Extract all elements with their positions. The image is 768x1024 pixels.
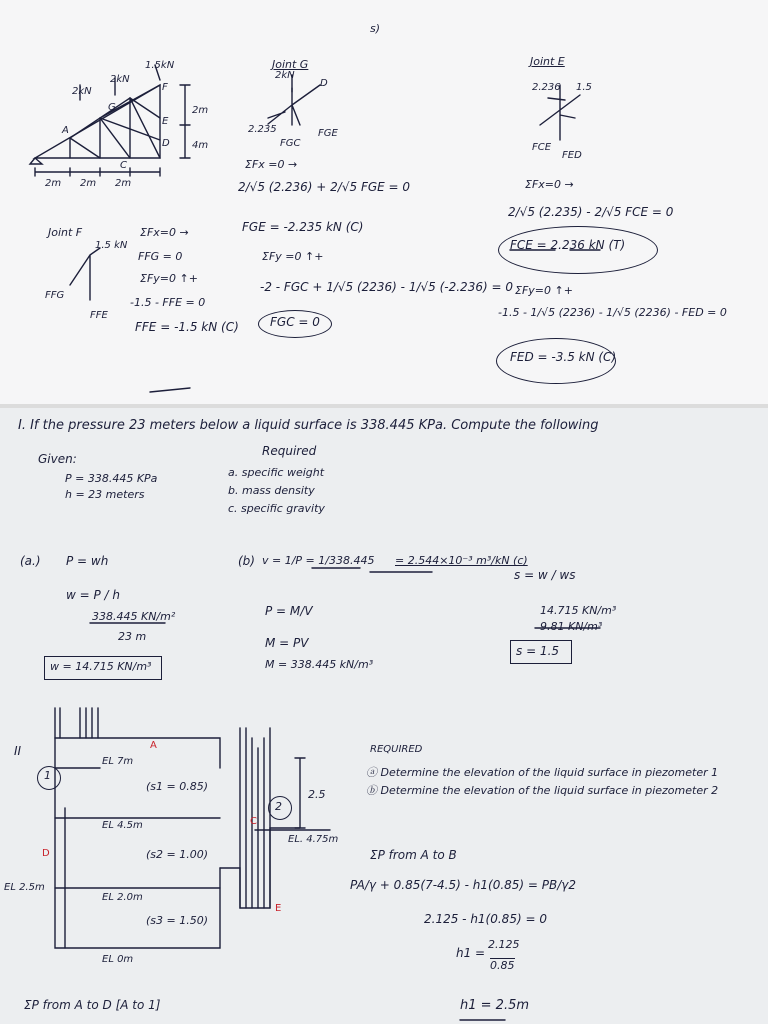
s1-label: (s1 = 0.85) [146,780,209,793]
part-a-result: w = 14.715 KN/m³ [50,660,152,673]
joint-f-sum-fx: ΣFx=0 → [140,226,189,239]
joint-g-load: 2kN [275,70,295,81]
required-2-b: ⓑ Determine the elevation of the liquid surface in piezometer 2 [366,784,719,797]
eq-2-3-num: 2.125 [488,938,520,951]
part-b-f1-result: = 2.544×10⁻³ m³/kN (c) [395,554,528,567]
joint-f-title: Joint F [48,226,83,239]
problem-1-statement: I. If the pressure 23 meters below a liquid surface is 338.445 KPa. Compute the following [18,418,599,433]
joint-g-sum-fy: ΣFy =0 ↑+ [262,250,324,263]
piezometer-1-label: 1 [44,769,51,782]
truss-load-1: 2kN [72,86,92,97]
part-b-f1: v = 1/P = 1/338.445 [262,554,375,567]
required-label: Required [262,444,317,458]
part-a-label: (a.) [20,554,41,568]
eq-2-2: 2.125 - h1(0.85) = 0 [424,912,547,926]
truss-span-2: 2m [80,178,97,189]
joint-f-force-2: FFE [90,310,108,321]
joint-f-sum-fy: ΣFy=0 ↑+ [140,272,198,285]
joint-f-force-1: FFG [45,290,65,301]
truss-load-2: 2kN [110,74,130,85]
given-1: P = 338.445 KPa [65,472,158,485]
truss-height-2: 4m [192,140,209,151]
required-2-label: REQUIRED [370,744,423,755]
part-b-label: (b) [238,554,255,568]
node-g: G [108,102,116,113]
joint-g-eq-2: -2 - FGC + 1/√5 (2236) - 1/√5 (-2.236) = 0 [260,280,513,294]
problem-2-number: II [14,744,22,758]
given-label: Given: [38,452,77,466]
el-0: EL 0m [102,954,134,965]
truss-span-3: 2m [115,178,132,189]
point-d: D [42,848,50,859]
el-4-75: EL. 4.75m [288,834,339,845]
joint-e-title: Joint E [530,55,565,68]
part-a-f3-num: 338.445 KN/m² [92,610,176,623]
node-d: D [162,138,170,149]
required-2-a: ⓐ Determine the elevation of the liquid surface in piezometer 1 [366,766,719,779]
truss-sketches [0,0,768,404]
joint-f-eq-1: FFG = 0 [138,250,183,263]
truss-load-3: 1.5kN [145,60,175,71]
joint-g-force-3: FGE [318,128,338,139]
page-number: s) [370,22,381,35]
node-c: C [120,160,127,171]
truss-span-1: 2m [45,178,62,189]
part-b-f4: M = 338.445 kN/m³ [265,658,374,671]
joint-e-force-1: 2.236 [532,82,561,93]
joint-g-eq-1: 2/√5 (2.236) + 2/√5 FGE = 0 [238,180,411,194]
top-notebook-page [0,0,768,404]
joint-e-eq-1: 2/√5 (2.235) - 2/√5 FCE = 0 [508,205,674,219]
joint-e-sum-fy: ΣFy=0 ↑+ [515,284,573,297]
point-c: C [250,816,257,827]
joint-g-title: Joint G [272,58,309,71]
required-3: c. specific gravity [228,502,325,515]
el-7: EL 7m [102,756,134,767]
eq-2-1: PA/γ + 0.85(7-4.5) - h1(0.85) = PB/γ2 [350,878,577,892]
s3-label: (s3 = 1.50) [146,914,209,927]
joint-e-force-4: FED [562,150,582,161]
part-b-f3: M = PV [265,636,309,650]
joint-g-result-2: FGC = 0 [270,315,320,329]
joint-g-force-2: FGC [280,138,301,149]
joint-f-load: 1.5 kN [95,240,128,251]
part-c-f2-num: 14.715 KN/m³ [540,604,617,617]
node-f: F [162,82,168,93]
node-e: E [162,116,169,127]
s2-label: (s2 = 1.00) [146,848,209,861]
point-a: A [150,740,157,751]
point-e: E [275,903,282,914]
part-c-result: s = 1.5 [516,644,560,658]
required-1: a. specific weight [228,466,325,479]
joint-g-result-1: FGE = -2.235 kN (C) [242,220,364,234]
sum-a-to-b: ΣP from A to B [370,848,457,862]
sum-a-to-d: ΣP from A to D [A to 1] [24,998,161,1012]
joint-f-eq-2: -1.5 - FFE = 0 [130,296,206,309]
el-2-5: EL 2.5m [4,882,45,893]
el-2-0: EL 2.0m [102,892,143,903]
eq-2-3-den: 0.85 [490,959,515,972]
part-a-f3-den: 23 m [118,630,147,643]
joint-g-sum-fx: ΣFx =0 → [245,158,298,171]
given-2: h = 23 meters [65,488,145,501]
part-c-f2-den: 9.81 KN/m³ [540,620,603,633]
part-a-f2: w = P / h [66,588,121,602]
joint-e-force-3: FCE [532,142,552,153]
el-4-5: EL 4.5m [102,820,143,831]
bottom-notebook-page [0,408,768,1024]
joint-g-force-1: 2.235 [248,124,277,135]
piezometer-2-label: 2 [275,800,282,813]
node-a: A [62,125,69,136]
part-c-f1: s = w / ws [514,568,576,582]
joint-e-sum-fx: ΣFx=0 → [525,178,574,191]
joint-f-result: FFE = -1.5 kN (C) [135,320,239,334]
part-a-f1: P = wh [66,554,109,568]
result-h1: h1 = 2.5m [460,998,530,1013]
joint-e-result-2: FED = -3.5 kN (C) [510,350,617,364]
eq-2-3-lhs: h1 = [456,946,486,960]
required-2: b. mass density [228,484,315,497]
joint-e-result-1: FCE = 2.236 kN (T) [510,238,626,252]
part-b-f2: P = M/V [265,604,313,618]
joint-g-force-4: D [320,78,328,89]
joint-e-eq-2: -1.5 - 1/√5 (2236) - 1/√5 (2236) - FED = 0 [498,306,727,319]
joint-e-force-2: 1.5 [576,82,592,93]
truss-height-1: 2m [192,105,209,116]
dim-2-5: 2.5 [308,788,326,801]
